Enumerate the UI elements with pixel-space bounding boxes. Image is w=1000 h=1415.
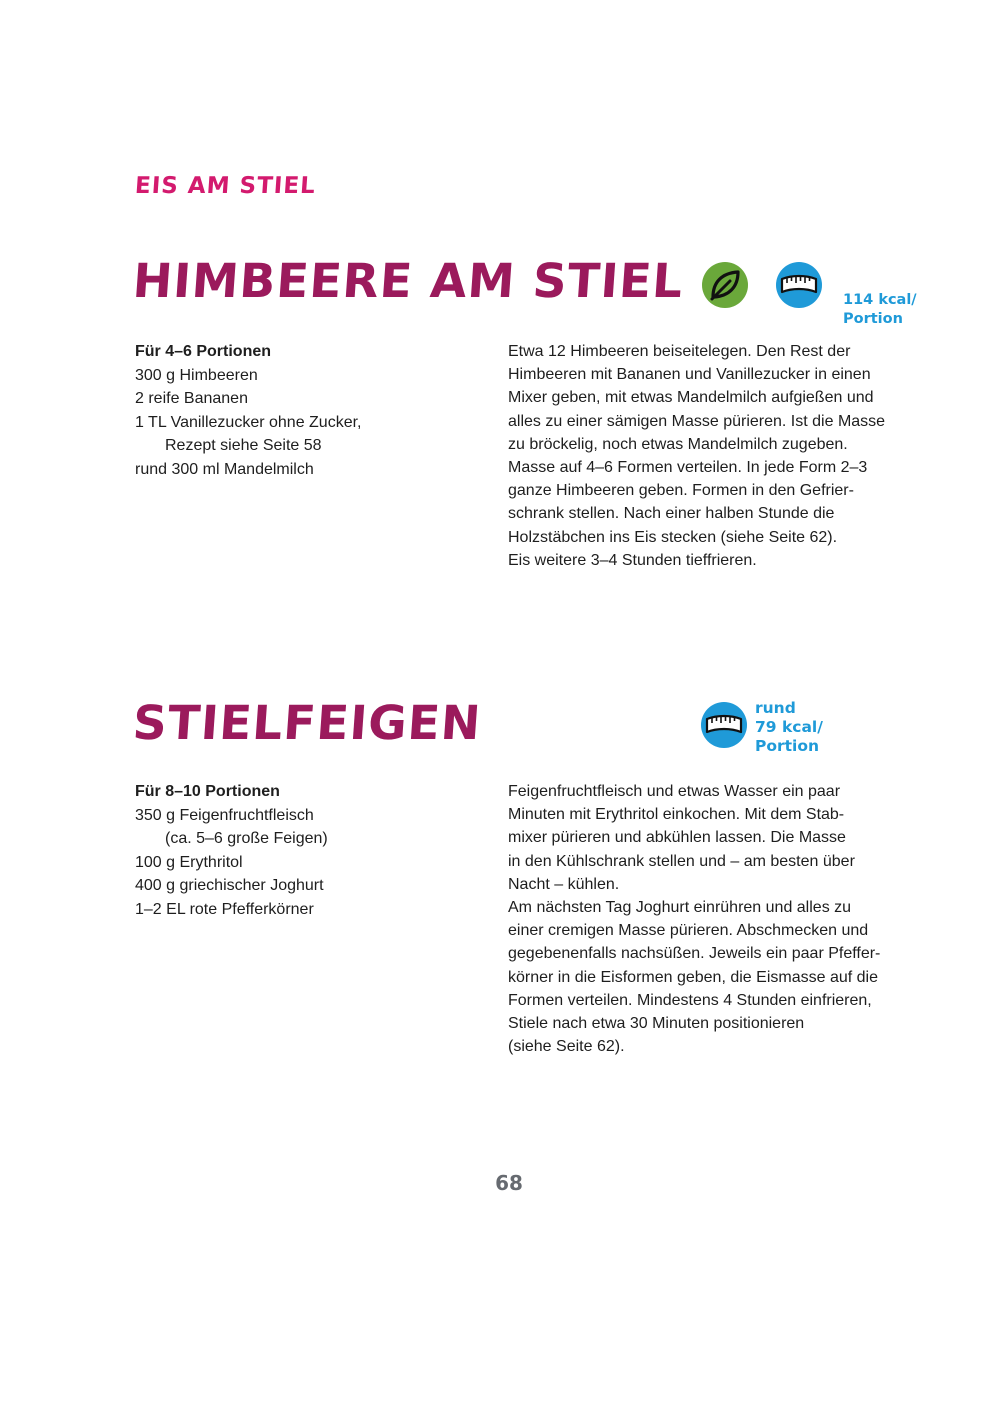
method-line: (siehe Seite 62). xyxy=(508,1038,625,1056)
kcal-label xyxy=(755,699,823,756)
kcal-line: 79 kcal/ xyxy=(755,718,823,736)
method-line: mixer pürieren und abkühlen lassen. Die Masse xyxy=(508,829,846,847)
kcal-label xyxy=(843,291,917,329)
method-line: körner in die Eisformen geben, die Eismasse auf die xyxy=(508,968,878,986)
method-line: Masse auf 4–6 Formen verteilen. In jede Form 2–3 xyxy=(508,459,868,477)
method-line: Feigenfruchtfleisch und etwas Wasser ein paar xyxy=(508,783,841,800)
method-line: in den Kühlschrank stellen und – am besten über xyxy=(508,852,855,870)
method-line: Eis weitere 3–4 Stunden tieffrieren. xyxy=(508,551,757,569)
method-line: zu bröckelig, noch etwas Mandelmilch zugeben. xyxy=(508,435,848,453)
kcal-line: 114 kcal/ xyxy=(843,292,917,308)
ingredient-line: 1–2 EL rote Pfefferkörner xyxy=(135,900,314,918)
kcal-line: rund xyxy=(755,699,796,717)
method-line: alles zu einer sämigen Masse pürieren. Ist die Masse xyxy=(508,412,886,430)
ingredient-line: 300 g Himbeeren xyxy=(135,366,258,384)
method-line: Nacht – kühlen. xyxy=(508,875,620,893)
leaf-icon xyxy=(702,262,748,308)
servings-heading: Für 8–10 Portionen xyxy=(135,783,280,800)
ingredient-line: (ca. 5–6 große Feigen) xyxy=(165,830,328,848)
method-line: Etwa 12 Himbeeren beiseitelegen. Den Rest der xyxy=(508,343,851,360)
scale-icon xyxy=(776,262,822,308)
ingredient-line: rund 300 ml Mandelmilch xyxy=(135,460,314,478)
method-line: gegebenenfalls nachsüßen. Jeweils ein paar Pfeffer- xyxy=(508,945,881,963)
scale-icon xyxy=(701,702,747,748)
method-line: Stiele nach etwa 30 Minuten positionieren xyxy=(508,1015,805,1033)
ingredient-line: 350 g Feigenfruchtfleisch xyxy=(135,806,314,824)
page-number: 68 xyxy=(495,1171,523,1195)
method-line: Am nächsten Tag Joghurt einrühren und alles zu xyxy=(508,899,852,917)
ingredient-line: 400 g griechischer Joghurt xyxy=(135,877,324,895)
method-text xyxy=(508,340,893,572)
kcal-line: Portion xyxy=(843,311,903,327)
method-line: Holzstäbchen ins Eis stecken (siehe Seite 62). xyxy=(508,528,838,546)
method-line: schrank stellen. Nach einer halben Stunde die xyxy=(508,505,835,523)
method-line: einer cremigen Masse pürieren. Abschmecken und xyxy=(508,922,869,940)
method-line: Himbeeren mit Bananen und Vanillezucker in einen xyxy=(508,366,871,384)
method-line: Minuten mit Erythritol einkochen. Mit dem Stab- xyxy=(508,806,845,824)
recipe-title: HIMBEERE AM STIEL xyxy=(131,254,686,309)
ingredient-line: 1 TL Vanillezucker ohne Zucker, xyxy=(135,413,362,431)
recipe-title: STIELFEIGEN xyxy=(131,696,484,751)
method-text xyxy=(508,780,893,1058)
section-label: EIS AM STIEL xyxy=(134,173,317,199)
ingredient-line: Rezept siehe Seite 58 xyxy=(165,437,322,455)
ingredients-list xyxy=(135,780,465,922)
method-line: ganze Himbeeren geben. Formen in den Gefrier- xyxy=(508,482,854,500)
servings-heading: Für 4–6 Portionen xyxy=(135,343,272,360)
method-line: Mixer geben, mit etwas Mandelmilch aufgießen und xyxy=(508,389,874,407)
kcal-line: Portion xyxy=(755,737,820,755)
method-line: Formen verteilen. Mindestens 4 Stunden einfrieren, xyxy=(508,991,872,1009)
ingredient-line: 100 g Erythritol xyxy=(135,853,243,871)
ingredients-list xyxy=(135,340,465,482)
ingredient-line: 2 reife Bananen xyxy=(135,390,248,408)
